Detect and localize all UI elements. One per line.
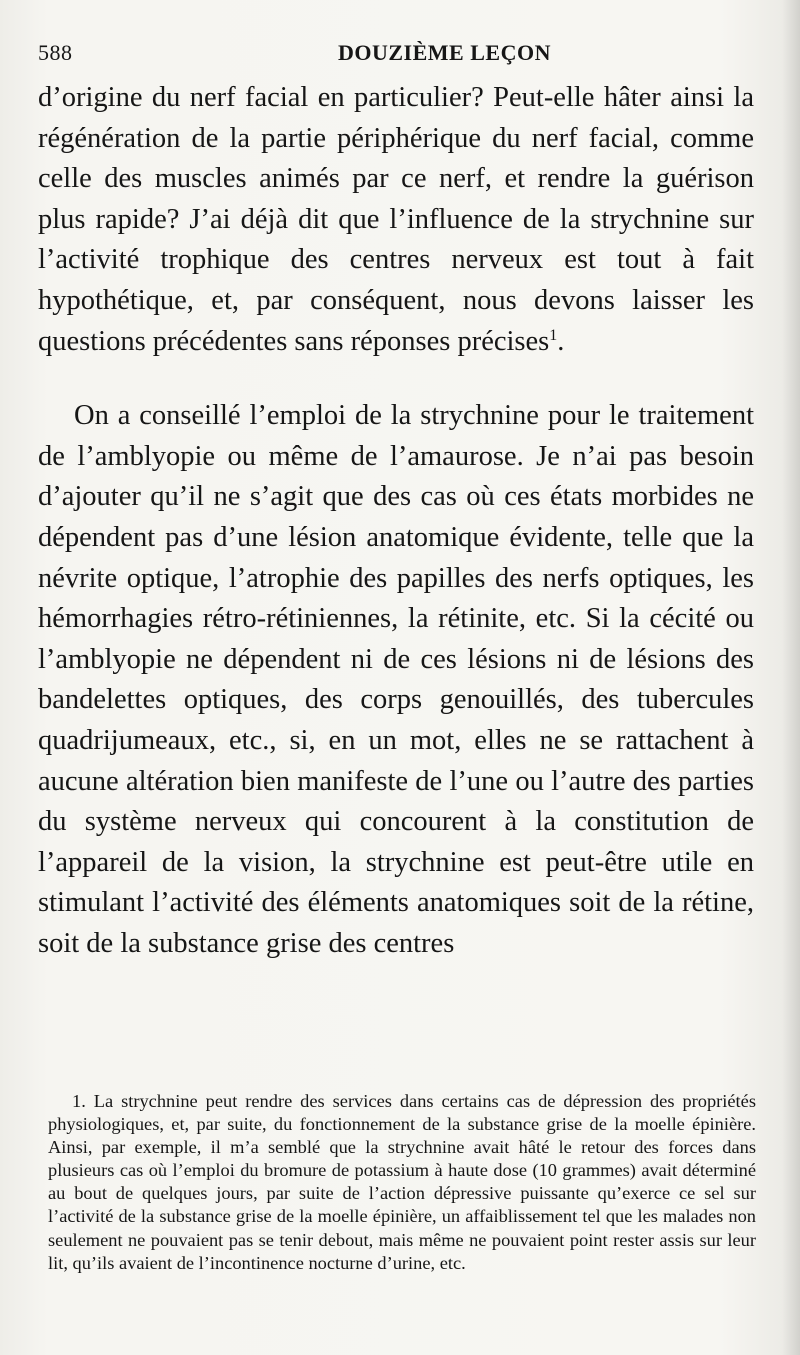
paragraph-1-end: . xyxy=(557,325,565,357)
page-number: 588 xyxy=(38,40,73,65)
main-text xyxy=(38,78,754,964)
footnote xyxy=(48,1090,756,1275)
paragraph-1-text: d’origine du nerf facial en particulier? Peut-elle hâter ainsi la régénération de la partie périphérique du nerf facial, comme celle des muscles animés par ce nerf, et rendre la guérison plus rapide? J’ai déjà dit que l’influence de la strychnine sur l’activité trophique des centres nerveux est tout à fait hypothétique, et, par conséquent, nous devons laisser les questions précédentes sans réponses précises xyxy=(38,82,754,357)
page-edge-shadow xyxy=(782,0,800,1355)
paragraph-1 xyxy=(38,78,754,362)
footnote-marker: 1 xyxy=(549,326,558,344)
paragraph-2: On a conseillé l’emploi de la strychnine pour le traitement de l’amblyopie ou même de l’amaurose. Je n’ai pas besoin d’ajouter qu’il ne s’agit que des cas où ces états morbides ne dépendent pas d’une lésion anatomique évidente, telle que la névrite optique, l’atrophie des papilles des nerfs optiques, les hémorrhagies rétro-rétiniennes, la rétinite, etc. Si la cécité ou l’amblyopie ne dépendent ni de ces lésions ni de lésions des bandelettes optiques, des corps genouillés, des tubercules quadrijumeaux, etc., si, en un mot, elles ne se rattachent à aucune altération bien manifeste de l’une ou l’autre des parties du système nerveux qui concourent à la constitution de l’appareil de la vision, la strychnine est peut-être utile en stimulant l’activité des éléments anatomiques soit de la rétine, soit de la substance grise des centres xyxy=(38,400,754,959)
footnote-text: 1. La strychnine peut rendre des services dans certains cas de dépression des propriétés physiologiques, et, par suite, du fonctionnement de la substance grise de la moelle épinière. Ainsi, par exemple, il m’a semblé que la strychnine avait hâté le retour des forces dans plusieurs cas où l’emploi du bromure de potassium à haute dose (10 grammes) avait déterminé au bout de quelques jours, par suite de l’action dépressive puissante qu’exerce ce sel sur l’activité de la substance grise de la moelle épinière, un affaiblissement tel que les malades non seulement ne pouvaient pas se tenir debout, mais même ne pouvaient point rester assis sur leur lit, qu’ils avaient de l’incontinence nocturne d’urine, etc. xyxy=(48,1091,756,1273)
page-header xyxy=(38,40,753,70)
running-head: DOUZIÈME LEÇON xyxy=(338,40,551,65)
